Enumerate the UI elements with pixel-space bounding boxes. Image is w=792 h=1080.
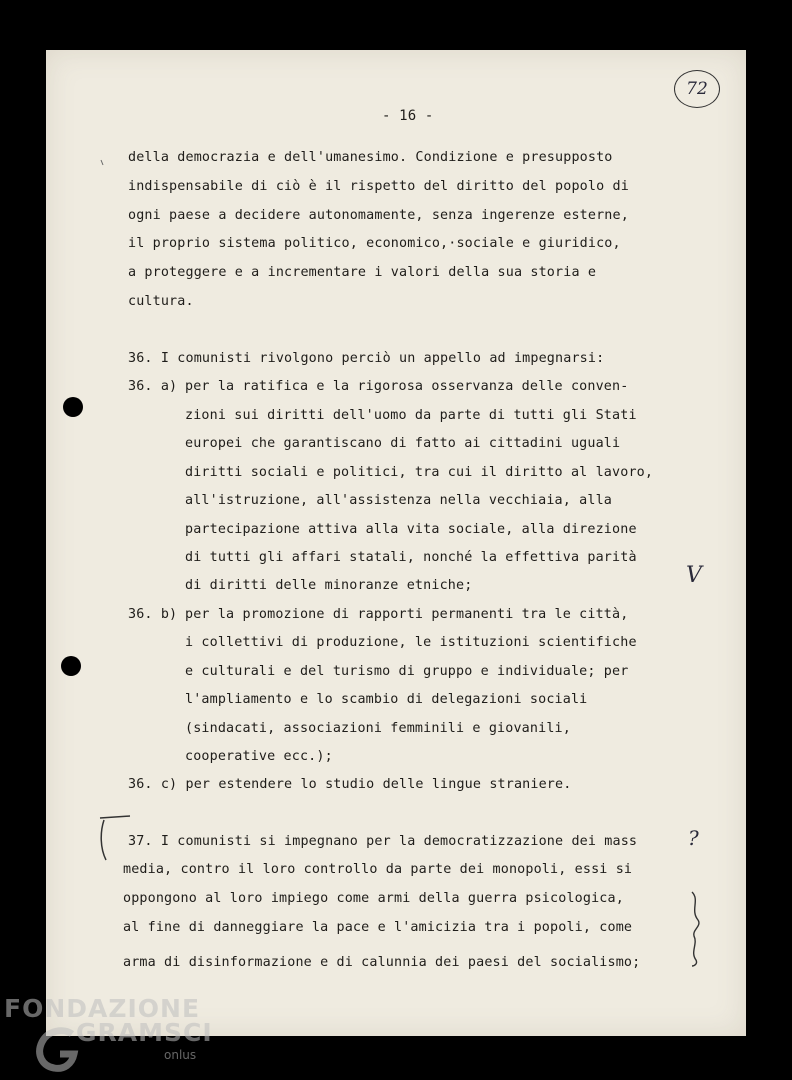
section-heading: 37. I comunisti si impegnano per la democratizzazione dei mass xyxy=(128,834,638,849)
text-line: della democrazia e dell'umanesimo. Condizione e presupposto xyxy=(128,150,613,165)
text-line: il proprio sistema politico, economico,·sociale e giuridico, xyxy=(128,236,621,251)
text-line: cooperative ecc.); xyxy=(185,749,333,764)
text-line: per la promozione di rapporti permanenti tra le città, xyxy=(185,607,629,622)
section-heading: 36. I comunisti rivolgono perciò un appello ad impegnarsi: xyxy=(128,351,605,366)
text-line: ogni paese a decidere autonomamente, senza ingerenze esterne, xyxy=(128,208,629,223)
folio-stamp: 72 xyxy=(674,70,720,108)
text-line: di diritti delle minoranze etniche; xyxy=(185,578,473,593)
text-line: i collettivi di produzione, le istituzioni scientifiche xyxy=(185,635,637,650)
tick-mark xyxy=(98,150,108,170)
bracket-annotation xyxy=(96,812,136,864)
text-line: l'ampliamento e lo scambio di delegazioni sociali xyxy=(185,692,588,707)
item-label: 36. a) xyxy=(128,379,178,394)
text-line: diritti sociali e politici, tra cui il diritto al lavoro, xyxy=(185,465,654,480)
text-line: (sindacati, associazioni femminili e giovanili, xyxy=(185,721,571,736)
text-line: oppongono al loro impiego come armi della guerra psicologica, xyxy=(123,891,624,906)
brace-annotation xyxy=(686,890,706,970)
text-line: zioni sui diritti dell'uomo da parte di tutti gli Stati xyxy=(185,408,637,423)
text-line: 36. c) per estendere lo studio delle lingue straniere. xyxy=(128,777,572,792)
watermark-sub: onlus xyxy=(164,1048,197,1062)
text-line: cultura. xyxy=(128,294,194,309)
text-line: europei che garantiscano di fatto ai cittadini uguali xyxy=(185,436,621,451)
watermark-line1: FONDAZIONE xyxy=(4,994,201,1023)
text-line: e culturali e del turismo di gruppo e individuale; per xyxy=(185,664,629,679)
punch-hole xyxy=(61,656,81,676)
item-label: 36. b) xyxy=(128,607,178,622)
watermark xyxy=(0,990,213,1080)
text-line: al fine di danneggiare la pace e l'amicizia tra i popoli, come xyxy=(123,920,633,935)
text-line: per la ratifica e la rigorosa osservanza delle conven- xyxy=(185,379,629,394)
punch-hole xyxy=(63,397,83,417)
text-line: all'istruzione, all'assistenza nella vecchiaia, alla xyxy=(185,493,613,508)
text-line: di tutti gli affari statali, nonché la effettiva parità xyxy=(185,550,637,565)
text-line: a proteggere e a incrementare i valori della sua storia e xyxy=(128,265,597,280)
text-line: media, contro il loro controllo da parte dei monopoli, essi si xyxy=(123,862,633,877)
watermark-line2: GRAMSCI xyxy=(76,1018,213,1047)
question-mark-annotation: ? xyxy=(688,826,699,850)
text-line: indispensabile di ciò è il rispetto del diritto del popolo di xyxy=(128,179,629,194)
document-page xyxy=(46,50,746,1036)
g-logo-icon xyxy=(34,1026,84,1072)
check-mark-annotation: V xyxy=(686,563,702,588)
text-line: arma di disinformazione e di calunnia dei paesi del socialismo; xyxy=(123,955,641,970)
page-number: - 16 - xyxy=(382,108,434,124)
text-line: partecipazione attiva alla vita sociale, alla direzione xyxy=(185,522,637,537)
